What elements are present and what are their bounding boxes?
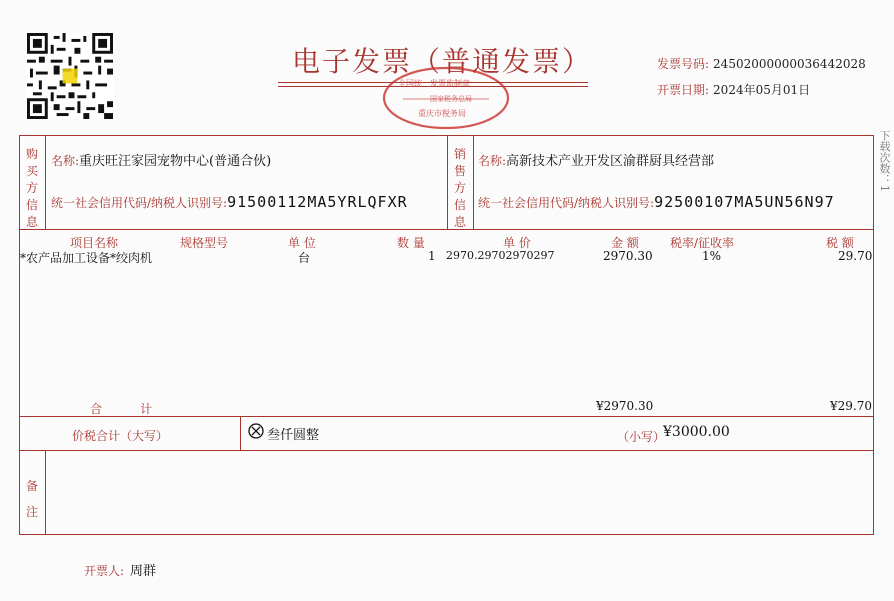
col-header-spec: 规格型号 bbox=[180, 236, 229, 250]
item-qty: 1 bbox=[428, 249, 436, 263]
download-count-note: 下载次数：1 bbox=[878, 130, 891, 192]
invoice-title: 电子发票（普通发票） bbox=[292, 45, 593, 78]
buyer-name-row bbox=[51, 150, 271, 169]
item-price: 2970.29702970297 bbox=[446, 249, 555, 262]
subtotal-tax: ¥29.70 bbox=[830, 399, 872, 413]
col-header-unit: 单 位 bbox=[288, 236, 316, 250]
col-header-rate: 税率/征收率 bbox=[670, 236, 735, 250]
seller-tax-label: 统一社会信用代码/纳税人识别号: bbox=[478, 196, 655, 210]
buyer-tax-label: 统一社会信用代码/纳税人识别号: bbox=[51, 196, 228, 210]
seller-name: 高新技术产业开发区渝群厨具经营部 bbox=[506, 154, 715, 169]
item-rate: 1% bbox=[702, 249, 722, 263]
divider-parties bbox=[19, 229, 874, 230]
total-upper-value: 叁仟圆整 bbox=[267, 428, 320, 443]
col-header-tax: 税 额 bbox=[826, 236, 854, 250]
seal-mid-text: 国家税务总局 bbox=[430, 95, 472, 103]
remarks-label: 备注 bbox=[25, 479, 38, 519]
item-amount: 2970.30 bbox=[603, 249, 653, 263]
seller-name-label: 名称: bbox=[478, 154, 507, 168]
invoice-number: 24502000000036442028 bbox=[713, 57, 866, 71]
col-header-amount: 金 额 bbox=[611, 236, 639, 250]
col-header-price: 单 价 bbox=[503, 236, 531, 250]
buyer-name: 重庆旺汪家园宠物中心(普通合伙) bbox=[79, 154, 272, 169]
buyer-tax-row bbox=[51, 193, 408, 211]
seller-tax-row bbox=[478, 193, 835, 211]
issuer-name: 周群 bbox=[130, 564, 157, 579]
invoice-date: 2024年05月01日 bbox=[713, 83, 811, 97]
invoice-date-row bbox=[657, 81, 810, 98]
total-small-value: ¥3000.00 bbox=[663, 424, 730, 440]
divider-remarks-label bbox=[45, 450, 46, 535]
divider-buyer-seller bbox=[447, 135, 448, 229]
col-header-name: 项目名称 bbox=[70, 236, 119, 250]
subtotal-amount: ¥2970.30 bbox=[596, 399, 654, 413]
seller-section-label: 销售方信息 bbox=[453, 147, 466, 229]
buyer-section-label: 购买方信息 bbox=[25, 147, 38, 229]
qr-code-icon bbox=[27, 33, 113, 119]
circle-x-icon bbox=[248, 423, 264, 439]
seal-top-text: 全国统一发票监制章 bbox=[398, 79, 470, 88]
divider-total-label bbox=[240, 416, 241, 450]
item-name: *农产品加工设备*绞肉机 bbox=[20, 251, 153, 265]
invoice-number-row bbox=[657, 55, 866, 72]
divider-buyer-label bbox=[45, 135, 46, 229]
col-header-qty: 数 量 bbox=[397, 236, 425, 250]
seal-bottom-text: 重庆市税务局 bbox=[418, 109, 466, 118]
invoice-date-label: 开票日期: bbox=[657, 83, 710, 97]
total-small-label: （小写） bbox=[617, 430, 666, 444]
buyer-name-label: 名称: bbox=[51, 154, 80, 168]
subtotal-label: 合 计 bbox=[90, 402, 153, 416]
issuer-row bbox=[84, 560, 156, 579]
item-tax: 29.70 bbox=[838, 249, 873, 263]
total-upper-label: 价税合计（大写） bbox=[72, 429, 169, 443]
buyer-tax-id: 91500112MA5YRLQFXR bbox=[227, 193, 408, 211]
invoice-number-label: 发票号码: bbox=[657, 57, 710, 71]
seller-name-row bbox=[478, 150, 714, 169]
divider-total bbox=[19, 450, 874, 451]
divider-seller-label bbox=[473, 135, 474, 229]
seller-tax-id: 92500107MA5UN56N97 bbox=[654, 193, 835, 211]
item-unit: 台 bbox=[298, 251, 311, 265]
issuer-label: 开票人: bbox=[84, 564, 125, 578]
